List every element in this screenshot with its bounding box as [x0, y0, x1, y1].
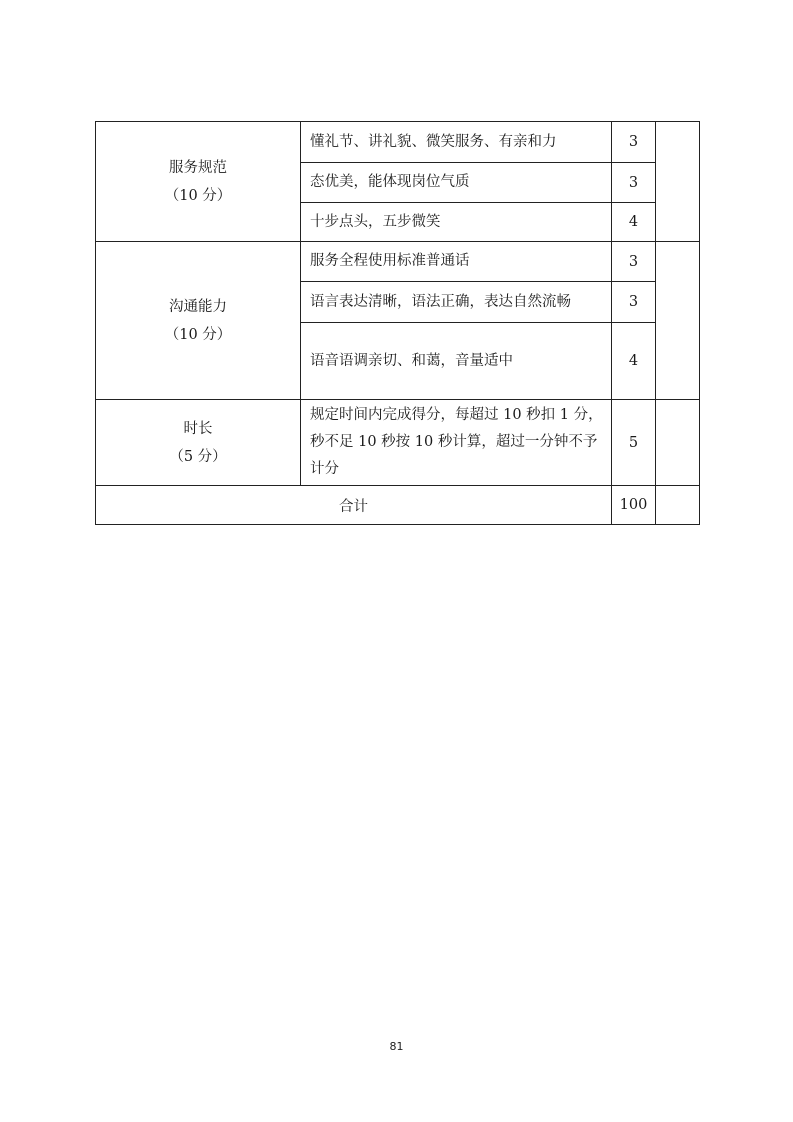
- blank-score-cell: [656, 486, 700, 525]
- category-name: 沟通能力: [169, 298, 227, 315]
- score-cell: 3: [612, 282, 656, 323]
- criterion-line: 计分: [310, 461, 339, 477]
- score-cell: 3: [612, 122, 656, 163]
- blank-score-cell: [656, 242, 700, 400]
- criterion-cell: 语言表达清晰，语法正确，表达自然流畅: [301, 282, 612, 323]
- criterion-cell: 懂礼节、讲礼貌、微笑服务、有亲和力: [301, 122, 612, 163]
- total-label: 合计: [96, 486, 612, 525]
- score-cell: 3: [612, 242, 656, 282]
- criterion-cell: 服务全程使用标准普通话: [301, 242, 612, 282]
- table-row: [96, 400, 700, 486]
- blank-score-cell: [656, 400, 700, 486]
- criterion-cell: 语音语调亲切、和蔼，音量适中: [301, 323, 612, 400]
- category-cell: [96, 242, 301, 400]
- score-cell: 5: [612, 400, 656, 486]
- category-cell: [96, 122, 301, 242]
- total-score: 100: [612, 486, 656, 525]
- scoring-table: [95, 121, 700, 525]
- total-row: [96, 486, 700, 525]
- criterion-line: 秒不足 10 秒按 10 秒计算，超过一分钟不予: [310, 434, 598, 450]
- score-cell: 3: [612, 163, 656, 203]
- category-name: 服务规范: [169, 159, 227, 176]
- page-number: 81: [389, 1040, 404, 1053]
- category-points: （10 分）: [164, 187, 232, 204]
- category-points: （5 分）: [169, 448, 227, 465]
- score-cell: 4: [612, 203, 656, 242]
- table-row: [96, 122, 700, 163]
- blank-score-cell: [656, 122, 700, 242]
- criterion-cell: 十步点头，五步微笑: [301, 203, 612, 242]
- category-name: 时长: [183, 420, 213, 437]
- score-cell: 4: [612, 323, 656, 400]
- category-points: （10 分）: [164, 326, 232, 343]
- criterion-cell: 态优美，能体现岗位气质: [301, 163, 612, 203]
- category-cell: [96, 400, 301, 486]
- criterion-line: 规定时间内完成得分，每超过 10 秒扣 1 分，: [310, 407, 603, 423]
- criterion-cell: [301, 400, 612, 486]
- table-row: [96, 242, 700, 282]
